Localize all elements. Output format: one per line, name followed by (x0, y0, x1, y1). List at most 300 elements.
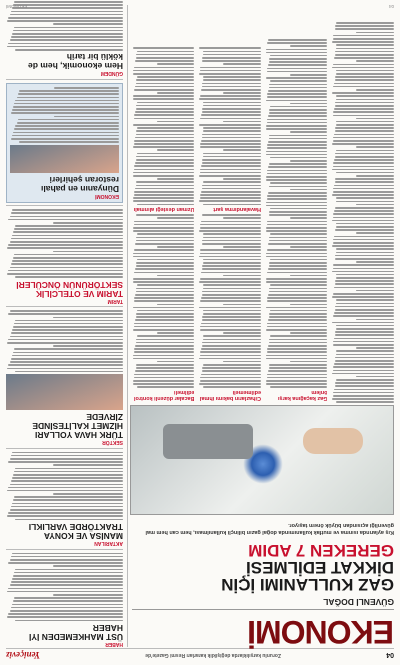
text-line (333, 115, 394, 117)
text-line (201, 272, 261, 274)
text-line (133, 48, 195, 50)
text-line (136, 108, 195, 110)
text-line (18, 93, 119, 95)
text-lines (132, 214, 195, 388)
newspaper-logo: Yeniçeviz (6, 650, 40, 660)
text-line (269, 214, 328, 216)
text-line (224, 178, 262, 180)
lead-deck: Kış aylarında ısınma ve mutfak kullanımında doğal gazın bilinçli kullanılması, hem can hem mal güvenliği açısından büyük önem taşıyor. (145, 522, 394, 535)
text-line (14, 496, 123, 498)
text-line (199, 99, 261, 101)
text-line (133, 227, 194, 229)
text-line (267, 147, 328, 149)
text-line (135, 294, 194, 296)
text-line (200, 172, 261, 174)
text-line (270, 80, 328, 82)
text-line (13, 231, 123, 233)
text-line (135, 89, 195, 91)
text-line (290, 332, 328, 334)
text-line (53, 493, 123, 495)
text-line (337, 274, 395, 276)
text-line (268, 323, 328, 325)
text-line (10, 361, 123, 363)
text-line (136, 288, 194, 290)
text-line (333, 86, 394, 88)
text-line (357, 175, 395, 177)
text-line (200, 197, 261, 199)
text-line (335, 382, 394, 384)
text-line (334, 363, 394, 365)
text-line (333, 341, 394, 343)
article-column-2 (265, 8, 328, 403)
page-number: 04 (386, 651, 394, 659)
text-line (11, 238, 123, 240)
text-line (201, 89, 261, 91)
footer-left: 04 (388, 4, 394, 9)
text-line (202, 319, 261, 321)
text-line (334, 108, 394, 110)
text-line (270, 335, 328, 337)
text-line (135, 162, 194, 164)
text-line (266, 253, 327, 255)
text-line (333, 264, 394, 266)
text-line (266, 358, 328, 360)
text-line (357, 204, 395, 206)
text-line (204, 284, 262, 286)
text-line (202, 268, 261, 270)
text-line (290, 45, 328, 47)
text-line (12, 355, 123, 357)
text-lines (10, 87, 119, 143)
text-line (268, 68, 328, 70)
text-line (266, 179, 328, 181)
text-line (53, 345, 123, 347)
text-line (201, 221, 261, 223)
text-line (202, 86, 261, 88)
text-line (53, 317, 123, 319)
text-line (135, 243, 194, 245)
text-line (134, 249, 195, 251)
text-line (266, 202, 327, 204)
text-line (137, 335, 195, 337)
text-line (333, 35, 394, 37)
text-line (157, 304, 195, 306)
text-line (202, 57, 261, 59)
text-lines (199, 48, 262, 206)
text-line (53, 251, 123, 253)
text-line (13, 474, 123, 476)
text-line (157, 246, 195, 248)
text-line (204, 335, 262, 337)
text-line (333, 166, 394, 168)
text-lines (265, 39, 328, 388)
text-line (135, 345, 194, 347)
text-line (15, 125, 119, 127)
text-line (157, 63, 195, 65)
article-subhead: Cihazların bakımı ihmal edilmemeli (199, 389, 261, 401)
text-line (335, 283, 394, 285)
text-line (136, 54, 194, 56)
text-line (10, 509, 123, 511)
text-line (7, 591, 123, 593)
text-line (15, 468, 123, 470)
text-line (203, 54, 261, 56)
text-line (53, 464, 123, 466)
text-line (135, 348, 195, 350)
text-line (135, 374, 195, 376)
text-line (335, 181, 394, 183)
text-line (269, 138, 328, 140)
text-line (202, 345, 261, 347)
text-line (266, 281, 328, 283)
sidebar-story (6, 209, 123, 303)
text-line (11, 480, 123, 482)
text-line (333, 213, 394, 215)
text-line (136, 134, 195, 136)
text-line (269, 87, 328, 89)
text-line (269, 291, 328, 293)
text-line (268, 272, 328, 274)
text-line (266, 227, 327, 229)
text-line (135, 111, 194, 113)
text-line (269, 237, 327, 239)
text-line (13, 30, 123, 32)
text-lines (6, 310, 123, 372)
text-line (133, 253, 194, 255)
text-line (14, 348, 123, 350)
text-line (201, 140, 261, 142)
text-line (269, 339, 327, 341)
sidebar-story (6, 0, 123, 76)
text-line (200, 95, 261, 97)
text-line (268, 39, 327, 41)
text-line (269, 112, 328, 114)
text-line (268, 370, 327, 372)
text-line (13, 106, 119, 108)
text-line (8, 461, 123, 463)
text-line (334, 236, 394, 238)
text-line (14, 228, 123, 230)
text-line (270, 55, 328, 57)
text-line (12, 477, 123, 479)
text-line (357, 60, 395, 62)
text-line (268, 268, 327, 270)
text-line (136, 364, 194, 366)
text-line (11, 455, 123, 457)
text-line (199, 124, 261, 126)
text-line (270, 259, 328, 261)
text-line (204, 259, 262, 261)
text-line (224, 150, 262, 152)
text-line (333, 64, 394, 66)
text-line (204, 204, 262, 206)
text-line (12, 135, 119, 137)
text-line (8, 43, 123, 45)
headline-line-1: GAZ KULLANIMI İÇİN (221, 575, 394, 594)
text-line (202, 291, 261, 293)
text-line (268, 374, 328, 376)
text-line (12, 578, 123, 580)
text-line (137, 76, 195, 78)
text-line (290, 304, 328, 306)
text-line (12, 553, 123, 555)
text-line (336, 252, 394, 254)
text-line (199, 48, 261, 50)
text-line (335, 331, 394, 333)
text-line (268, 144, 328, 146)
divider (6, 307, 123, 308)
text-line (136, 237, 194, 239)
text-line (202, 240, 261, 242)
text-line (224, 63, 262, 65)
text-line (203, 313, 261, 315)
text-line (135, 86, 194, 88)
text-line (337, 197, 395, 199)
text-line (201, 165, 261, 167)
text-line (267, 249, 328, 251)
text-line (15, 320, 123, 322)
text-line (357, 146, 395, 148)
text-line (157, 361, 195, 363)
sidebar-headline: MANİSA VE KONYA TRAKTÖRDE VARLIKLI (28, 522, 123, 542)
text-line (268, 170, 328, 172)
text-line (10, 336, 123, 338)
text-line (202, 188, 261, 190)
text-line (7, 46, 123, 48)
text-line (204, 76, 262, 78)
text-line (54, 87, 119, 89)
text-line (266, 176, 327, 178)
text-line (14, 323, 123, 325)
text-line (17, 122, 119, 124)
text-line (266, 77, 328, 79)
text-line (203, 364, 261, 366)
text-line (332, 245, 394, 247)
text-line (202, 185, 261, 187)
text-line (12, 33, 123, 35)
text-line (10, 585, 123, 587)
text-line (224, 275, 262, 277)
text-line (14, 27, 123, 29)
text-line (333, 344, 394, 346)
text-lines (6, 452, 123, 521)
text-line (335, 309, 394, 311)
text-line (266, 329, 327, 331)
divider (6, 549, 123, 550)
text-line (12, 329, 123, 331)
text-line (133, 358, 195, 360)
text-line (15, 371, 123, 373)
text-line (137, 284, 195, 286)
text-line (268, 141, 327, 143)
text-line (335, 255, 394, 257)
sidebar-story (6, 553, 123, 647)
text-line (134, 118, 195, 120)
text-line (204, 310, 262, 312)
text-line (335, 25, 394, 27)
text-line (134, 351, 195, 353)
text-line (200, 118, 261, 120)
gas-stove-photo (130, 405, 394, 515)
text-line (200, 329, 261, 331)
text-line (336, 150, 394, 152)
text-line (203, 262, 261, 264)
text-line (269, 58, 327, 60)
text-line (203, 181, 261, 183)
text-line (337, 325, 395, 327)
text-line (336, 354, 394, 356)
text-line (335, 127, 394, 129)
text-line (266, 278, 327, 280)
text-line (269, 367, 328, 369)
text-line (333, 140, 394, 142)
text-line (332, 220, 394, 222)
text-line (134, 169, 195, 171)
text-line (15, 49, 123, 51)
text-line (8, 588, 123, 590)
text-line (333, 293, 394, 295)
text-line (10, 458, 123, 460)
text-line (19, 141, 119, 143)
text-line (335, 360, 394, 362)
text-line (199, 201, 261, 203)
text-line (137, 310, 195, 312)
text-line (357, 89, 395, 91)
text-line (133, 201, 195, 203)
text-line (135, 221, 195, 223)
text-line (335, 156, 394, 158)
text-lines (332, 22, 395, 403)
footer-right: EKONOMİ (6, 4, 28, 9)
text-line (11, 556, 123, 558)
text-line (199, 175, 261, 177)
text-line (224, 246, 262, 248)
text-line (7, 20, 123, 22)
text-line (202, 342, 261, 344)
divider (6, 448, 123, 449)
text-line (136, 156, 194, 158)
text-line (332, 296, 394, 298)
text-line (137, 102, 195, 104)
sidebar-tag: EKONOMİ (95, 192, 119, 199)
text-line (266, 154, 328, 156)
text-line (332, 92, 394, 94)
text-line (8, 313, 123, 315)
text-line (270, 233, 328, 235)
sidebar-story (6, 83, 123, 203)
text-line (336, 99, 394, 101)
text-line (13, 132, 119, 134)
text-line (266, 52, 328, 54)
text-line (334, 312, 394, 314)
text-lines (6, 209, 123, 278)
text-line (135, 114, 195, 116)
text-line (332, 67, 394, 69)
text-line (337, 121, 395, 123)
divider (6, 206, 123, 207)
text-line (133, 329, 194, 331)
text-line (203, 339, 261, 341)
text-line (136, 313, 194, 315)
text-line (134, 326, 195, 328)
text-line (204, 386, 262, 388)
text-line (335, 153, 394, 155)
text-line (269, 135, 327, 137)
text-line (157, 275, 195, 277)
text-line (335, 102, 394, 104)
text-line (7, 342, 123, 344)
text-line (290, 361, 328, 363)
sidebar-headline: Dünyanın en pahalı restoran şehirleri (41, 174, 119, 194)
text-line (269, 84, 327, 86)
text-line (336, 226, 394, 228)
text-line (203, 105, 261, 107)
text-line (333, 268, 394, 270)
article-column-4 (132, 8, 195, 403)
text-line (137, 51, 195, 53)
text-line (7, 368, 123, 370)
text-line (133, 383, 195, 385)
text-line (268, 297, 328, 299)
text-line (13, 499, 123, 501)
article-subhead: Havalandırma şart (213, 206, 261, 213)
text-line (202, 367, 261, 369)
text-line (290, 246, 328, 248)
text-line (267, 173, 328, 175)
text-line (8, 562, 123, 564)
text-line (200, 249, 261, 251)
text-line (268, 243, 327, 245)
text-line (334, 338, 394, 340)
text-line (8, 364, 123, 366)
text-line (203, 156, 261, 158)
text-line (133, 95, 194, 97)
pot-shape (163, 424, 253, 459)
aircraft-photo (6, 374, 123, 410)
text-line (202, 294, 261, 296)
text-line (335, 54, 394, 56)
text-line (334, 389, 394, 391)
text-line (266, 256, 328, 258)
text-line (10, 216, 123, 218)
text-line (10, 14, 123, 16)
text-line (11, 112, 119, 114)
text-line (13, 600, 123, 602)
text-line (200, 351, 261, 353)
text-line (357, 376, 395, 378)
text-line (336, 277, 394, 279)
text-line (8, 219, 123, 221)
text-line (136, 181, 194, 183)
text-line (203, 79, 261, 81)
text-line (200, 67, 261, 69)
text-line (133, 146, 194, 148)
text-line (10, 39, 123, 41)
text-line (202, 316, 261, 318)
article-subhead: Bacalar düzenli kontrol edilmeli (133, 389, 195, 401)
text-line (266, 125, 327, 127)
text-line (332, 322, 394, 324)
text-line (202, 60, 261, 62)
text-line (136, 57, 195, 59)
text-line (136, 159, 195, 161)
text-line (337, 248, 395, 250)
text-line (268, 119, 328, 121)
text-line (202, 108, 261, 110)
text-line (135, 60, 194, 62)
text-line (269, 211, 327, 213)
text-line (8, 487, 123, 489)
